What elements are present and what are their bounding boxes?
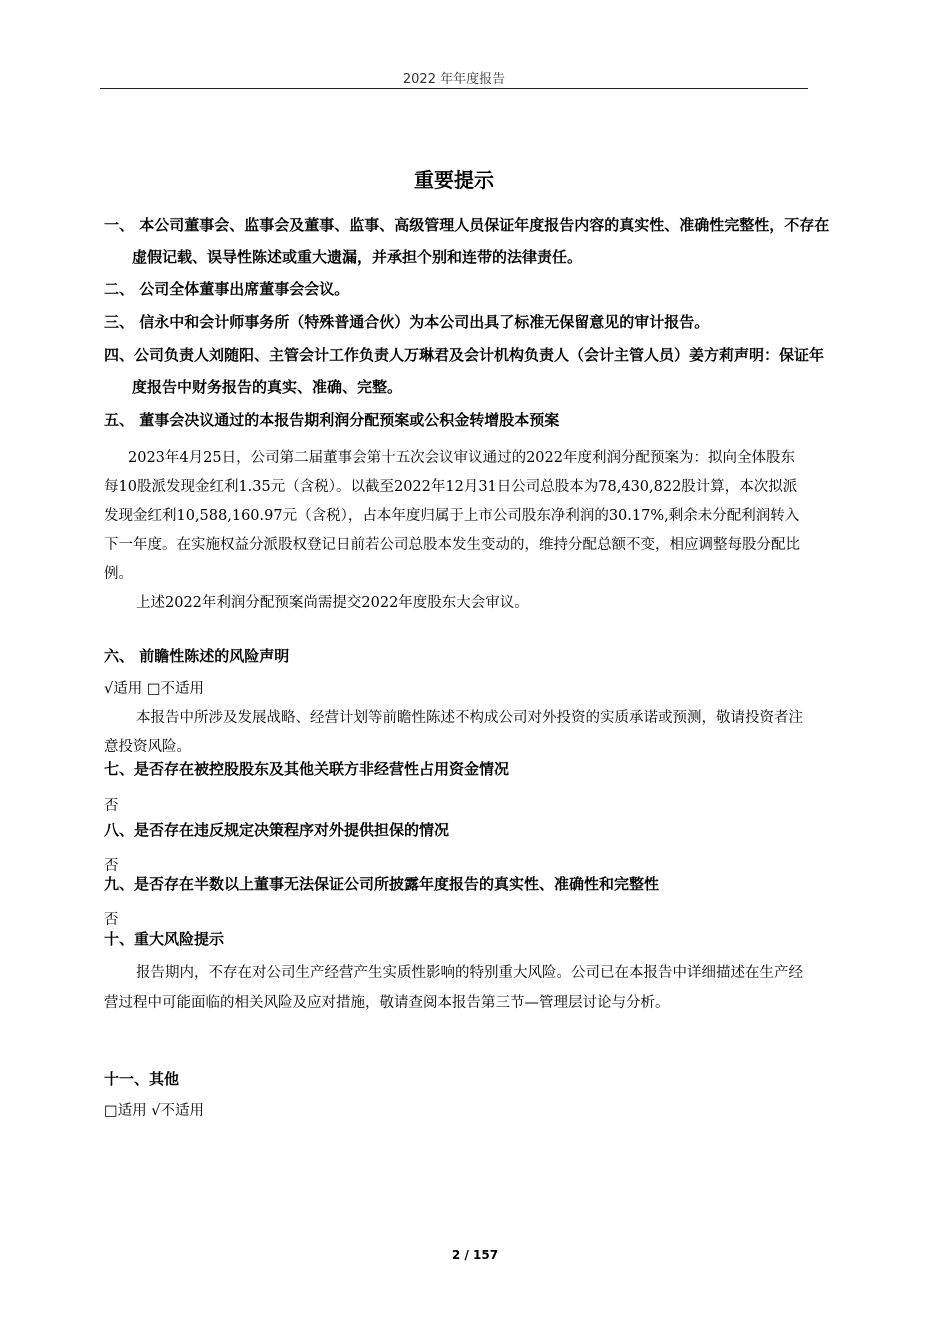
- item-1: 一、 本公司董事会、监事会及董事、监事、高级管理人员保证年度报告内容的真实性、准确性完整性，不存在虚假记载、误导性陈述或重大遗漏，并承担个别和连带的法律责任。: [104, 216, 830, 266]
- item-10-heading: 十、重大风险提示: [104, 930, 225, 948]
- item-2: 二、 公司全体董事出席董事会会议。: [104, 280, 350, 298]
- item-11-options: □适用 √不适用: [104, 1103, 205, 1119]
- item-9-heading: 九、是否存在半数以上董事无法保证公司所披露年度报告的真实性、准确性和完整性: [104, 875, 660, 893]
- item-8-answer: 否: [104, 858, 119, 874]
- item-9-answer: 否: [104, 912, 119, 928]
- item-6-options: √适用 □不适用: [104, 681, 205, 697]
- page-number: 2 / 157: [451, 1248, 499, 1262]
- header-divider: [100, 88, 808, 89]
- item-8-heading: 八、是否存在违反规定决策程序对外提供担保的情况: [104, 821, 450, 839]
- item-7-answer: 否: [104, 798, 119, 814]
- page-title: 重要提示: [414, 168, 494, 192]
- item-5-paragraph: 2023年4月25日，公司第二届董事会第十五次会议审议通过的2022年度利润分配预案为：拟向全体股东每10股派发现金红利1.35元（含税）。以截至2022年12月31日公司总股本为78,430,822股计算，本次拟派发现金红利10,588,160.97元（含税），占本年度归属于上市公司股东净利润的30.17%,剩余未分配利润转入下一年度。在实施权益分派股权登记日前若公司总股本发生变动的，维持分配总额不变，相应调整每股分配比例。: [104, 450, 800, 582]
- item-6-paragraph: 本报告中所涉及发展战略、经营计划等前瞻性陈述不构成公司对外投资的实质承诺或预测，敬请投资者注意投资风险。: [104, 710, 803, 755]
- item-7-heading: 七、是否存在被控股股东及其他关联方非经营性占用资金情况: [104, 760, 510, 778]
- item-3: 三、 信永中和会计师事务所（特殊普通合伙）为本公司出具了标准无保留意见的审计报告。: [104, 313, 710, 331]
- item-10-paragraph: 报告期内，不存在对公司生产经营产生实质性影响的特别重大风险。公司已在本报告中详细描述在生产经营过程中可能面临的相关风险及应对措施，敬请查阅本报告第三节—管理层讨论与分析。: [104, 965, 803, 1011]
- item-5-heading: 五、 董事会决议通过的本报告期利润分配预案或公积金转增股本预案: [104, 411, 560, 429]
- report-header: 2022 年年度报告: [402, 72, 506, 87]
- item-5-note: 上述2022年利润分配预案尚需提交2022年度股东大会审议。: [136, 595, 529, 611]
- item-4: 四、公司负责人刘随阳、主管会计工作负责人万琳君及会计机构负责人（会计主管人员）姜方莉声明：保证年度报告中财务报告的真实、准确、完整。: [104, 346, 825, 396]
- item-11-heading: 十一、其他: [104, 1070, 180, 1088]
- item-6-heading: 六、 前瞻性陈述的风险声明: [104, 647, 290, 665]
